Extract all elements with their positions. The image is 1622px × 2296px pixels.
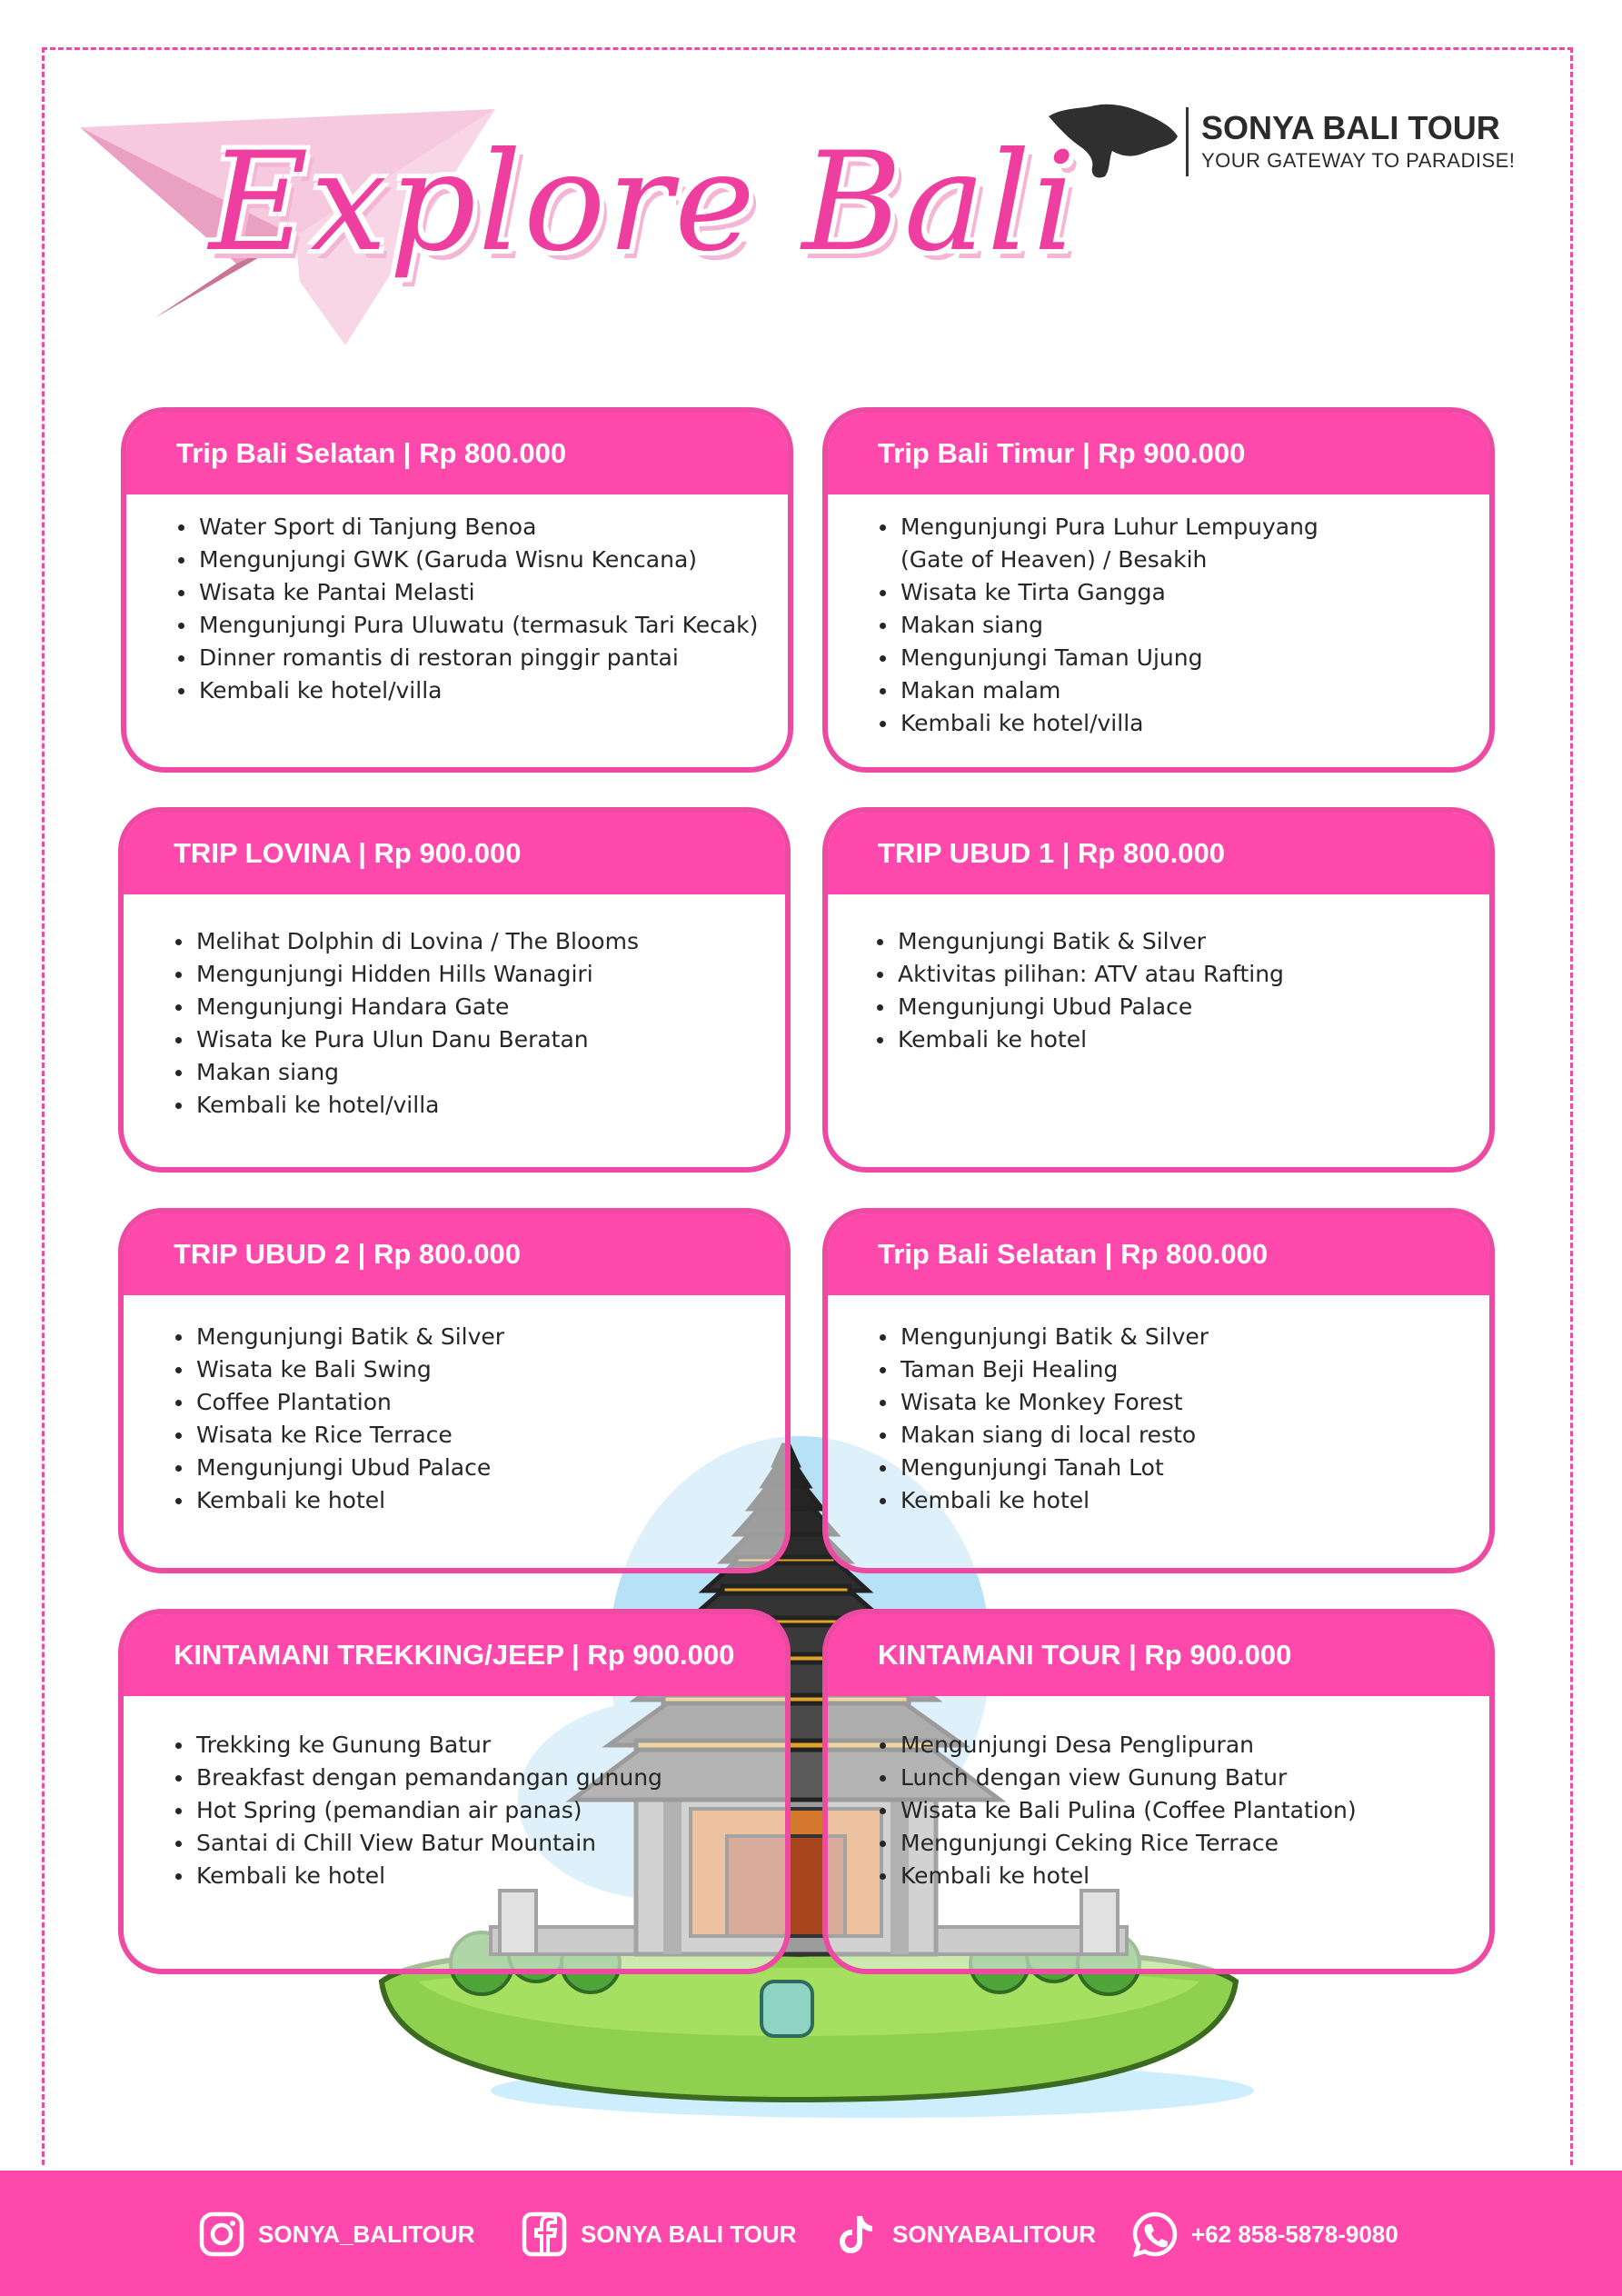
list-item: Water Sport di Tanjung Benoa (199, 511, 788, 544)
package-itinerary (126, 494, 788, 707)
list-item: Kembali ke hotel (901, 1484, 1489, 1517)
package-itinerary (828, 1295, 1489, 1517)
package-title: TRIP UBUD 2 | Rp 800.000 (124, 1213, 785, 1295)
package-card-3 (118, 807, 791, 1173)
page-title: Explore Bali (209, 124, 1079, 282)
brand-name: SONYA BALI TOUR (1201, 109, 1500, 146)
list-item: Aktivitas pilihan: ATV atau Rafting (898, 958, 1489, 991)
facebook-link[interactable] (521, 2209, 796, 2260)
package-title: Trip Bali Timur | Rp 900.000 (828, 413, 1489, 494)
list-item: Makan siang di local resto (901, 1419, 1489, 1452)
tiktok-icon (832, 2211, 880, 2258)
list-item: Mengunjungi Ubud Palace (196, 1452, 785, 1484)
list-item: Mengunjungi GWK (Garuda Wisnu Kencana) (199, 544, 788, 576)
list-item: Mengunjungi Hidden Hills Wanagiri (196, 958, 785, 991)
bali-map-icon (1045, 100, 1179, 180)
list-item: Mengunjungi Batik & Silver (196, 1321, 785, 1353)
list-item: Coffee Plantation (196, 1386, 785, 1419)
brand-logo (1045, 100, 1518, 182)
package-card-8 (822, 1609, 1495, 1974)
list-item: Mengunjungi Tanah Lot (901, 1452, 1489, 1484)
list-item: Melihat Dolphin di Lovina / The Blooms (196, 925, 785, 958)
list-item: Mengunjungi Handara Gate (196, 991, 785, 1023)
instagram-link[interactable] (198, 2209, 474, 2260)
list-item: Wisata ke Rice Terrace (196, 1419, 785, 1452)
whatsapp-icon (1131, 2211, 1179, 2258)
package-title: KINTAMANI TOUR | Rp 900.000 (828, 1614, 1489, 1696)
package-card-5 (118, 1208, 791, 1573)
brand-tagline: YOUR GATEWAY TO PARADISE! (1201, 149, 1516, 172)
list-item: Breakfast dengan pemandangan gunung (196, 1762, 785, 1794)
list-item: Makan siang (196, 1056, 785, 1089)
package-card-7 (118, 1609, 791, 1974)
list-item: Kembali ke hotel (898, 1023, 1489, 1056)
list-item: Kembali ke hotel (196, 1860, 785, 1892)
brand-divider (1186, 107, 1189, 176)
package-card-1 (121, 407, 793, 773)
list-item: Mengunjungi Pura Luhur Lempuyang (901, 511, 1489, 544)
tiktok-link[interactable] (832, 2209, 1096, 2260)
list-item: Kembali ke hotel/villa (199, 674, 788, 707)
list-item: Kembali ke hotel (196, 1484, 785, 1517)
list-item: Kembali ke hotel/villa (901, 707, 1489, 740)
list-item: Makan siang (901, 609, 1489, 642)
package-itinerary (124, 1295, 785, 1517)
instagram-icon (198, 2211, 245, 2258)
list-item: Mengunjungi Batik & Silver (901, 1321, 1489, 1353)
list-item: Wisata ke Bali Swing (196, 1353, 785, 1386)
package-itinerary (124, 1696, 785, 1892)
list-item: Taman Beji Healing (901, 1353, 1489, 1386)
facebook-icon (521, 2211, 568, 2258)
package-title: TRIP LOVINA | Rp 900.000 (124, 813, 785, 894)
package-card-4 (822, 807, 1495, 1173)
facebook-page: SONYA BALI TOUR (581, 2220, 797, 2248)
list-item: Mengunjungi Taman Ujung (901, 642, 1489, 674)
instagram-handle: SONYA_BALITOUR (258, 2220, 475, 2248)
list-item: Wisata ke Bali Pulina (Coffee Plantation) (901, 1794, 1489, 1827)
list-item: Wisata ke Monkey Forest (901, 1386, 1489, 1419)
package-title: KINTAMANI TREKKING/JEEP | Rp 900.000 (124, 1614, 785, 1696)
list-item: Mengunjungi Batik & Silver (898, 925, 1489, 958)
list-item: Dinner romantis di restoran pinggir pantai (199, 642, 788, 674)
package-itinerary (828, 894, 1489, 1056)
list-item: Trekking ke Gunung Batur (196, 1729, 785, 1762)
package-itinerary (828, 1696, 1489, 1892)
package-title: Trip Bali Selatan | Rp 800.000 (828, 1213, 1489, 1295)
list-item: Makan malam (901, 674, 1489, 707)
list-item: (Gate of Heaven) / Besakih (901, 546, 1208, 573)
whatsapp-number: +62 858-5878-9080 (1191, 2220, 1398, 2248)
package-card-6 (822, 1208, 1495, 1573)
list-item: Hot Spring (pemandian air panas) (196, 1794, 785, 1827)
whatsapp-link[interactable] (1131, 2209, 1398, 2260)
list-item: Wisata ke Pantai Melasti (199, 576, 788, 609)
package-itinerary (124, 894, 785, 1122)
package-card-2 (822, 407, 1495, 773)
list-item: Kembali ke hotel/villa (196, 1089, 785, 1122)
list-item: Wisata ke Tirta Gangga (901, 576, 1489, 609)
tiktok-handle: SONYABALITOUR (892, 2220, 1096, 2248)
package-itinerary (828, 494, 1489, 740)
footer-social-bar (0, 2171, 1622, 2296)
list-item: Wisata ke Pura Ulun Danu Beratan (196, 1023, 785, 1056)
list-item: Mengunjungi Pura Uluwatu (termasuk Tari Kecak) (199, 609, 788, 642)
list-item: Lunch dengan view Gunung Batur (901, 1762, 1489, 1794)
package-title: Trip Bali Selatan | Rp 800.000 (126, 413, 788, 494)
list-item: Santai di Chill View Batur Mountain (196, 1827, 785, 1860)
list-item: Kembali ke hotel (901, 1860, 1489, 1892)
list-item: Mengunjungi Desa Penglipuran (901, 1729, 1489, 1762)
list-item: Mengunjungi Ubud Palace (898, 991, 1489, 1023)
package-title: TRIP UBUD 1 | Rp 800.000 (828, 813, 1489, 894)
list-item: Mengunjungi Ceking Rice Terrace (901, 1827, 1489, 1860)
